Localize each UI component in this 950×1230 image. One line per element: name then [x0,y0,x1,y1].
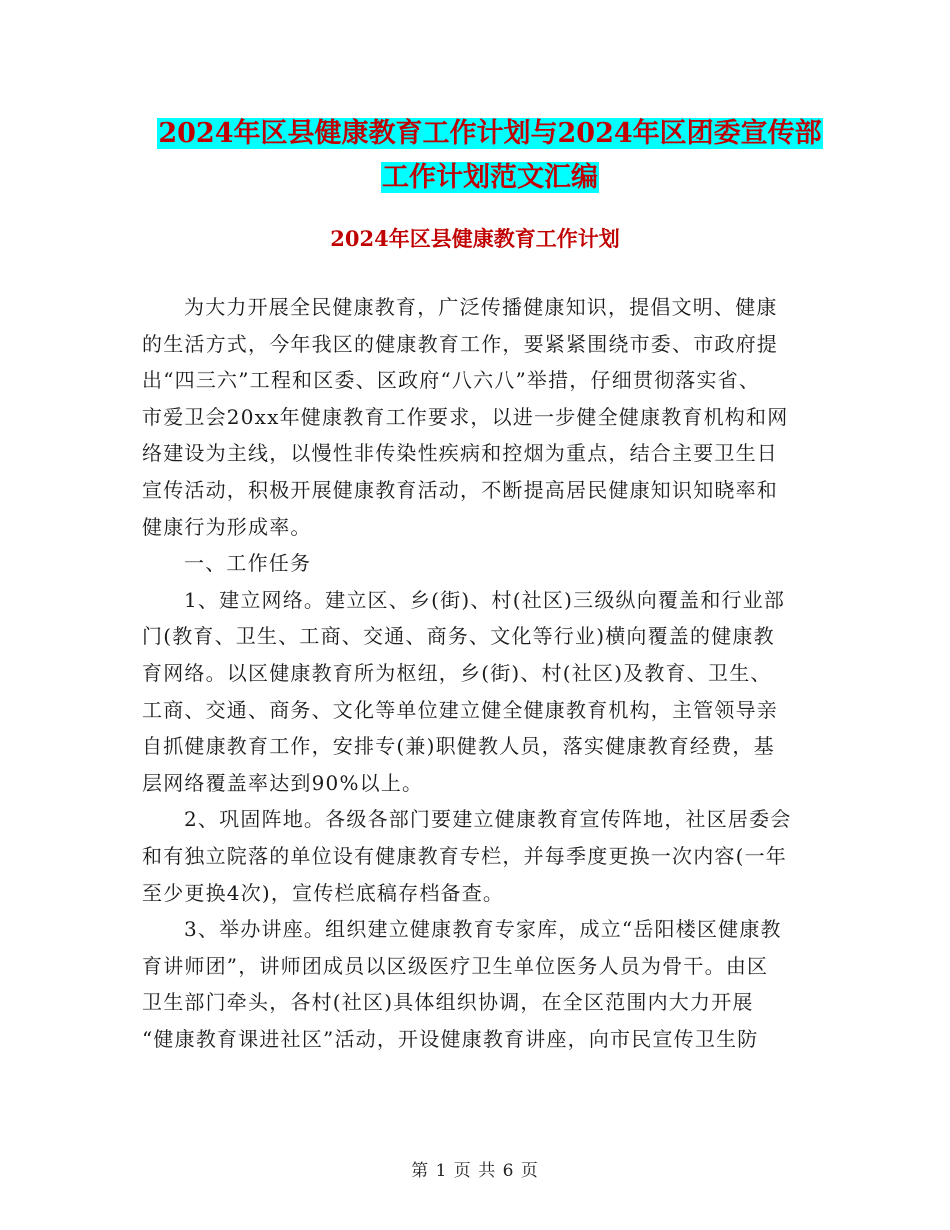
paragraph-line: 育网络。以区健康教育所为枢纽，乡(街)、村(社区)及教育、卫生、 [142,660,772,685]
paragraph-line: 育讲师团”，讲师团成员以区级医疗卫生单位医务人员为骨干。由区 [142,953,769,978]
paragraph-line: 和有独立院落的单位设有健康教育专栏，并每季度更换一次内容(一年 [142,843,788,868]
paragraph-line: 2、巩固阵地。各级各部门要建立健康教育宣传阵地，社区居委会 [184,807,792,832]
section-title: 2024年区县健康教育工作计划 [330,226,620,251]
paragraph-line: 门(教育、卫生、工商、交通、商务、文化等行业)横向覆盖的健康教 [142,624,775,649]
document-title [140,112,840,200]
title-line-2: 工作计划范文汇编 [382,162,598,193]
page-footer: 第 1 页 共 6 页 [411,1161,539,1181]
paragraph-line: 的生活方式，今年我区的健康教育工作，要紧紧围绕市委、市政府提 [142,331,778,356]
paragraph-line: 1、建立网络。建立区、乡(街)、村(社区)三级纵向覆盖和行业部 [184,587,786,612]
paragraph-line: 卫生部门牵头，各村(社区)具体组织协调，在全区范围内大力开展 [142,990,754,1015]
paragraph-line: 3、举办讲座。组织建立健康教育专家库，成立“岳阳楼区健康教 [184,917,782,942]
paragraph-line: 至少更换4次)，宣传栏底稿存档备查。 [142,880,505,905]
paragraph-line: 宣传活动，积极开展健康教育活动，不断提高居民健康知识知晓率和 [142,477,778,502]
paragraph-line: 层网络覆盖率达到90%以上。 [142,770,424,795]
title-line-1: 2024年区县健康教育工作计划与2024年区团委宣传部 [158,118,822,149]
paragraph-line: 为大力开展全民健康教育，广泛传播健康知识，提倡文明、健康 [184,295,778,319]
paragraph-line: 出“四三六”工程和区委、区政府“八六八”举措，仔细贯彻落实省、 [142,368,761,393]
paragraph-line: 自抓健康教育工作，安排专(兼)职健教人员，落实健康教育经费，基 [142,734,775,759]
paragraph-line: 工商、交通、商务、文化等单位建立健全健康教育机构，主管领导亲 [142,697,778,722]
paragraph-line: 络建设为主线，以慢性非传染性疾病和控烟为重点，结合主要卫生日 [142,441,778,466]
paragraph-line: 市爱卫会20xx年健康教育工作要求，以进一步健全健康教育机构和网 [142,404,789,429]
body-text [142,293,806,1061]
heading-line: 一、工作任务 [184,551,312,576]
paragraph-line: “健康教育课进社区”活动，开设健康教育讲座，向市民宣传卫生防 [142,1026,759,1051]
paragraph-line: 健康行为形成率。 [142,514,312,539]
